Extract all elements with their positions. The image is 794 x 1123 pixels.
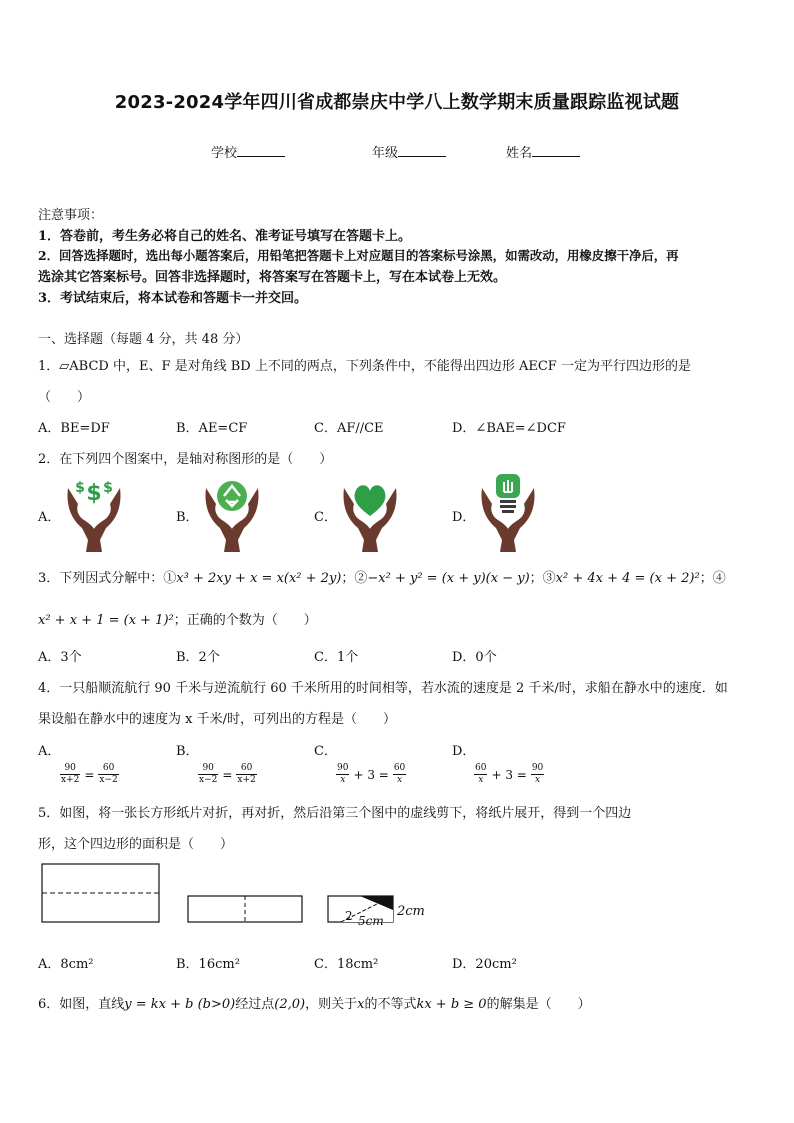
frac: $\frac{90}{x}$ <box>531 763 544 785</box>
q6-point: (2,0) <box>274 997 306 1012</box>
notice-heading: 注意事项： <box>38 208 104 223</box>
frac: $\frac{90}{x}$ <box>337 763 349 785</box>
label-5cm: 5cm <box>358 914 384 928</box>
q3-sep-2: ；③ <box>529 571 556 586</box>
q1-option-a[interactable]: A．BE=DF <box>38 421 110 436</box>
paper-fold-figure <box>38 862 428 932</box>
q4-option-d-eq: $\frac{60}{x}$ + 3 = $\frac{90}{x}$ <box>475 763 544 785</box>
q4-option-a-label: A． <box>38 744 61 759</box>
q6-stem <box>38 993 591 1012</box>
q2-option-c[interactable]: C． <box>314 510 337 525</box>
q3-stem-line2 <box>38 609 317 628</box>
q3-expr-3: x² + 4x + 4 = (x + 2)² <box>555 571 700 586</box>
q3-option-a[interactable]: A．3个 <box>38 650 82 665</box>
svg-text:$: $ <box>103 480 113 496</box>
q2-option-d[interactable]: D． <box>452 510 476 525</box>
frac: $\frac{60}{x}$ <box>475 763 487 785</box>
q6-stem-pre: 6．如图，直线 <box>38 997 125 1012</box>
section-heading: 一、选择题（每题 4 分，共 48 分） <box>38 332 249 347</box>
q1-option-d[interactable]: D．∠BAE=∠DCF <box>452 421 566 436</box>
q4-option-b-eq: $\frac{90}{x-2}$ = $\frac{60}{x+2}$ <box>199 763 256 785</box>
q4-option-b[interactable] <box>176 740 257 786</box>
frac: $\frac{60}{x+2}$ <box>237 763 256 785</box>
q4-option-b-label: B． <box>176 744 199 759</box>
notice-item-3: 3．考试结束后，将本试卷和答题卡一并交回。 <box>38 291 308 306</box>
q3-option-d[interactable]: D．0个 <box>452 650 497 665</box>
page-title: 2023-2024学年四川省成都崇庆中学八上数学期末质量跟踪监视试题 <box>114 92 680 113</box>
name-blank[interactable] <box>532 144 580 157</box>
grade-field[interactable] <box>372 142 446 161</box>
q5-stem-a: 5．如图，将一张长方形纸片对折，再对折，然后沿第三个图中的虚线剪下，将纸片展开，得到一个四边 <box>38 806 632 821</box>
q4-option-c-label: C． <box>314 744 337 759</box>
q2-option-b[interactable]: B． <box>176 510 199 525</box>
q5-option-b[interactable]: B．16cm² <box>176 957 240 972</box>
q4-option-d-label: D． <box>452 744 476 759</box>
school-field[interactable] <box>211 142 285 161</box>
q4-option-c[interactable] <box>314 740 406 786</box>
q3-option-b[interactable]: B．2个 <box>176 650 220 665</box>
dollar-hands-icon <box>62 474 126 554</box>
recycle-hands-icon <box>200 474 264 554</box>
q4-option-c-eq: $\frac{90}{x}$ + 3 = $\frac{60}{x}$ <box>337 763 406 785</box>
notice-item-2a: 2．回答选择题时，选出每小题答案后，用铅笔把答题卡上对应题目的答案标号涂黑，如需改动，用橡皮擦干净后，再 <box>38 248 679 263</box>
frac: $\frac{90}{x+2}$ <box>61 763 80 785</box>
frac: $\frac{60}{x}$ <box>393 763 406 785</box>
q5-option-c[interactable]: C．18cm² <box>314 957 379 972</box>
svg-text:$: $ <box>75 480 85 496</box>
q3-stem-pre: 3．下列因式分解中：① <box>38 571 177 586</box>
q4-stem-b: 果设船在静水中的速度为 x 千米/时，可列出的方程是（ ） <box>38 712 396 727</box>
q5-stem-b: 形，这个四边形的面积是（ ） <box>38 837 234 852</box>
bulb-hands-icon <box>476 470 540 554</box>
frac: $\frac{60}{x-2}$ <box>99 763 118 785</box>
q1-option-b[interactable]: B．AE=CF <box>176 421 248 436</box>
q3-option-c[interactable]: C．1个 <box>314 650 359 665</box>
name-label: 姓名 <box>506 146 533 161</box>
q3-sep-1: ；② <box>341 571 368 586</box>
q3-stem <box>38 567 726 586</box>
q6-mid3: 的不等式 <box>364 997 417 1012</box>
q5-option-d[interactable]: D．20cm² <box>452 957 517 972</box>
grade-blank[interactable] <box>398 144 446 157</box>
q6-mid: 经过点 <box>235 997 275 1012</box>
q6-var: x <box>357 997 365 1012</box>
label-2cm: 2cm <box>397 904 425 919</box>
name-field[interactable] <box>506 142 580 161</box>
q1-option-c[interactable]: C．AF//CE <box>314 421 384 436</box>
frac: $\frac{90}{x-2}$ <box>199 763 218 785</box>
q6-ineq: kx + b ≥ 0 <box>416 997 487 1012</box>
q6-tail: 的解集是（ ） <box>486 997 591 1012</box>
q3-sep-3: ；④ <box>699 571 726 586</box>
q1-stem: 1．▱ABCD 中，E、F 是对角线 BD 上不同的两点，下列条件中，不能得出四边形 AECF 一定为平行四边形的是 <box>38 359 691 374</box>
q1-paren: （ ） <box>38 390 91 405</box>
label-2: 2 <box>345 909 353 923</box>
q5-option-a[interactable]: A．8cm² <box>38 957 94 972</box>
q3-expr-2: −x² + y² = (x + y)(x − y) <box>367 571 530 586</box>
school-blank[interactable] <box>237 144 285 157</box>
notice-item-2b: 选涂其它答案标号。回答非选择题时，将答案写在答题卡上，写在本试卷上无效。 <box>38 270 507 285</box>
q4-option-a[interactable] <box>38 740 119 786</box>
q2-stem: 2．在下列四个图案中，是轴对称图形的是（ ） <box>38 452 333 467</box>
q3-expr-4: x² + x + 1 = (x + 1)² <box>38 613 174 628</box>
q4-stem-a: 4．一只船顺流航行 90 千米与逆流航行 60 千米所用的时间相等，若水流的速度是 2 千米/时，求船在静水中的速度．如 <box>38 681 728 696</box>
q6-mid2: ，则关于 <box>305 997 358 1012</box>
q6-expr: y = kx + b (b>0) <box>124 997 236 1012</box>
q4-option-d[interactable] <box>452 740 544 786</box>
notice-item-1: 1．答卷前，考生务必将自己的姓名、准考证号填写在答题卡上。 <box>38 229 412 244</box>
q2-option-a[interactable]: A． <box>38 510 61 525</box>
q3-tail: ；正确的个数为（ ） <box>173 613 317 628</box>
heart-hands-icon <box>338 474 402 554</box>
q3-expr-1: x³ + 2xy + x = x(x² + 2y) <box>176 571 342 586</box>
school-label: 学校 <box>211 146 238 161</box>
q4-option-a-eq: $\frac{90}{x+2}$ = $\frac{60}{x-2}$ <box>61 763 118 785</box>
svg-text:$: $ <box>86 481 102 506</box>
grade-label: 年级 <box>372 146 399 161</box>
